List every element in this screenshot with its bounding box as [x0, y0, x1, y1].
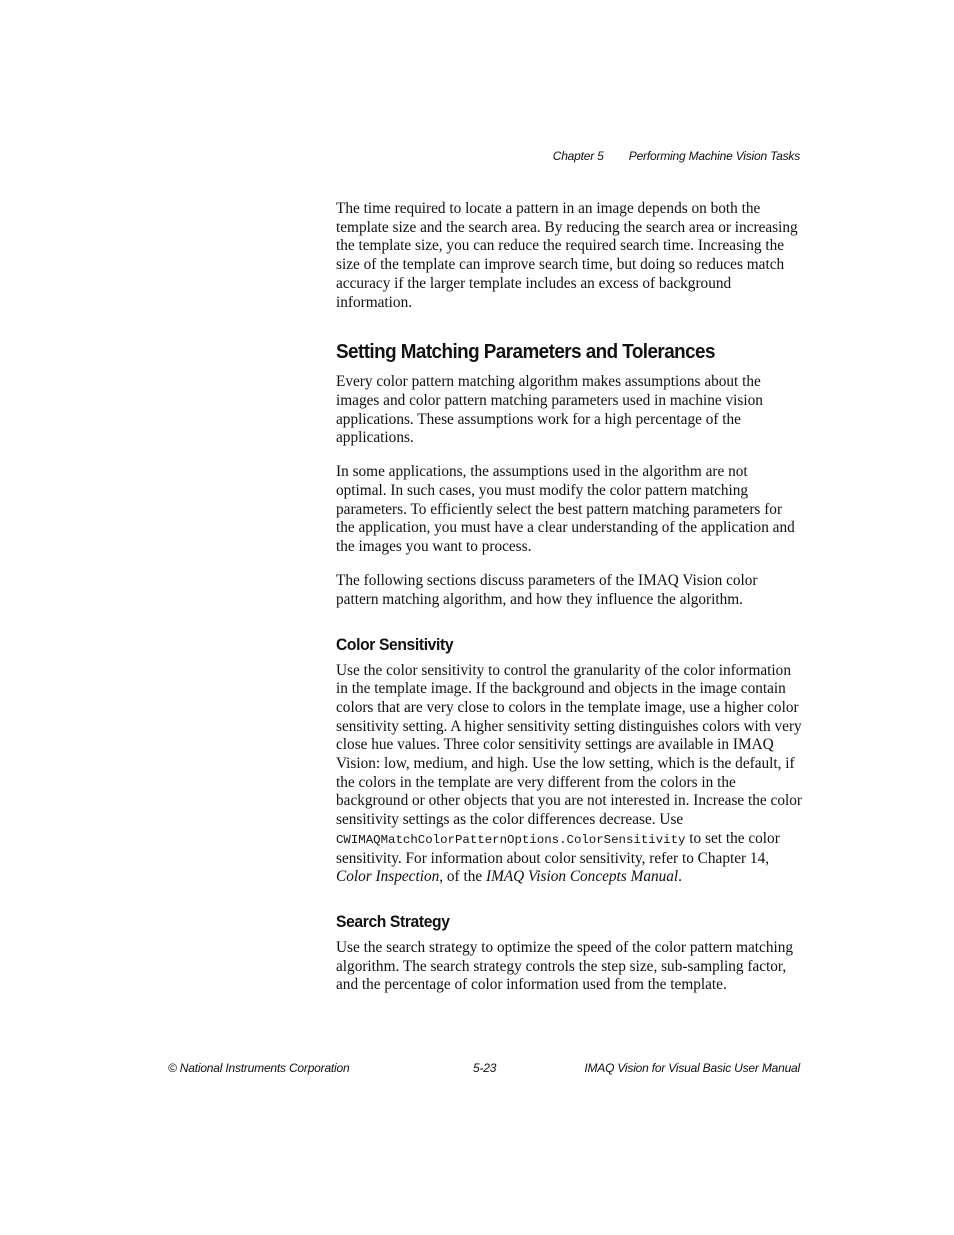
subsection-heading-color-sensitivity: Color Sensitivity	[336, 634, 454, 654]
code-reference: CWIMAQMatchColorPatternOptions.ColorSensitivity	[336, 832, 686, 847]
body-text: to set the color sensitivity. For information about color sensitivity, refer to Chapter 14,	[336, 829, 780, 867]
body-text: Use the color sensitivity to control the granularity of the color information in the template image. If the background and objects in the image contain colors that are very close to colors in the template image, use a higher color sensitivity setting. A higher sensitivity setting distinguishes colors with very close hue values. Three color sensitivity settings are available in IMAQ Vision: low, medium, and high. Use the low setting, which is the default, if the colors in the template are very different from the colors in the background or other objects that you are not interested in. Increase the color sensitivity settings as the color differences decrease. Use	[336, 661, 802, 829]
running-header	[553, 149, 800, 163]
section-heading-matching-parameters: Setting Matching Parameters and Tolerances	[336, 340, 715, 364]
footer-manual-title: IMAQ Vision for Visual Basic User Manual	[584, 1061, 800, 1075]
body-text: .	[678, 868, 682, 886]
footer-page-number: 5-23	[473, 1061, 497, 1075]
intro-paragraph: The time required to locate a pattern in an image depends on both the template size and the search area. By reducing the search area or increasing the template size, you can reduce the required search time. Increasing the size of the template can improve search time, but doing so reduces match accuracy if the larger template includes an excess of background information.	[336, 200, 798, 311]
body-paragraph: The following sections discuss parameters of the IMAQ Vision color pattern matching algorithm, and how they influence the algorithm.	[336, 572, 758, 608]
page-footer	[168, 1061, 800, 1079]
body-text: , of the	[439, 868, 486, 886]
search-strategy-paragraph: Use the search strategy to optimize the speed of the color pattern matching algorithm. The search strategy controls the step size, sub-sampling factor, and the percentage of color information used from the template.	[336, 938, 794, 994]
subsection-heading-search-strategy: Search Strategy	[336, 911, 450, 931]
header-chapter-title: Performing Machine Vision Tasks	[628, 149, 800, 163]
chapter-reference: Color Inspection	[336, 868, 440, 886]
manual-reference: IMAQ Vision Concepts Manual	[485, 868, 679, 886]
body-paragraph: Every color pattern matching algorithm makes assumptions about the images and color pattern matching parameters used in machine vision applications. These assumptions work for a high percentage of the applications.	[336, 373, 763, 447]
color-sensitivity-paragraph	[336, 662, 802, 887]
header-chapter: Chapter 5	[552, 149, 604, 163]
page-body	[336, 200, 802, 995]
body-paragraph: In some applications, the assumptions used in the algorithm are not optimal. In such cases, you must modify the color pattern matching parameters. To efficiently select the best pattern matching parameters for the application, you must have a clear understanding of the application and the images you want to process.	[336, 463, 795, 556]
footer-copyright: © National Instruments Corporation	[168, 1061, 350, 1075]
